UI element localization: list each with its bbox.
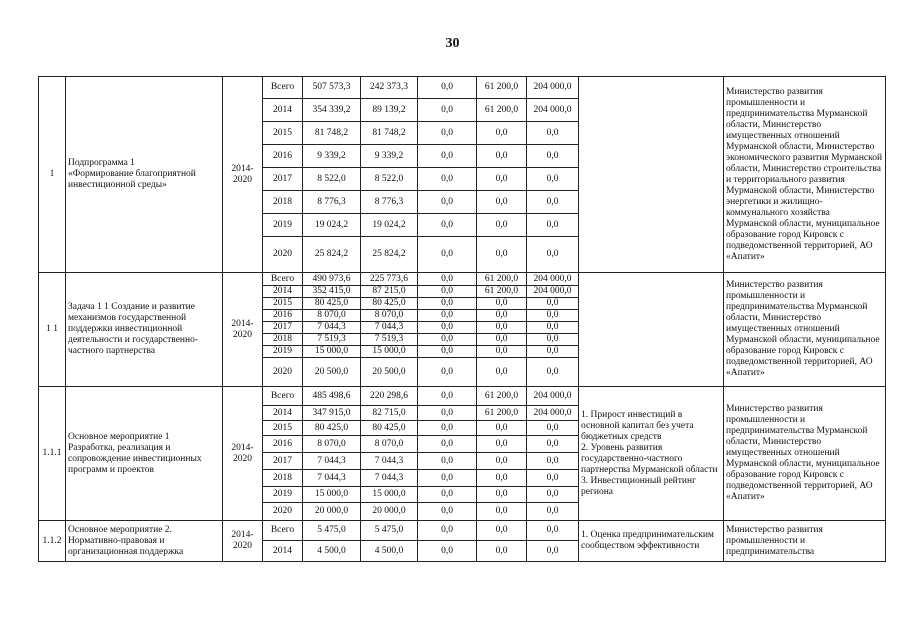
- regional-budget-cell: 7 044,3: [361, 470, 418, 487]
- federal-budget-cell: 0,0: [418, 334, 477, 346]
- year-cell: 2020: [263, 358, 303, 387]
- total-cell: 15 000,0: [303, 346, 361, 358]
- local-budget-cell: 0,0: [477, 358, 527, 387]
- row-number-cell: 1 1: [39, 273, 66, 387]
- federal-budget-cell: 0,0: [418, 77, 477, 99]
- year-cell: 2018: [263, 470, 303, 487]
- year-cell: 2019: [263, 346, 303, 358]
- period-cell: 2014- 2020: [223, 273, 263, 387]
- regional-budget-cell: 15 000,0: [361, 487, 418, 503]
- year-cell: 2015: [263, 298, 303, 310]
- regional-budget-cell: 8 070,0: [361, 436, 418, 453]
- extra-budget-cell: 0,0: [527, 346, 579, 358]
- table-row: [39, 273, 886, 286]
- year-cell: 2014: [263, 406, 303, 421]
- extra-budget-cell: 0,0: [527, 214, 579, 237]
- extra-budget-cell: 204 000,0: [527, 286, 579, 298]
- local-budget-cell: 0,0: [477, 487, 527, 503]
- local-budget-cell: 0,0: [477, 298, 527, 310]
- extra-budget-cell: 0,0: [527, 237, 579, 273]
- local-budget-cell: 0,0: [477, 436, 527, 453]
- row-number-cell: 1.1.1: [39, 387, 66, 521]
- table-row: [39, 521, 886, 541]
- total-cell: 485 498,6: [303, 387, 361, 406]
- local-budget-cell: 0,0: [477, 521, 527, 541]
- year-cell: 2019: [263, 487, 303, 503]
- local-budget-cell: 0,0: [477, 346, 527, 358]
- regional-budget-cell: 80 425,0: [361, 421, 418, 436]
- regional-budget-cell: 80 425,0: [361, 298, 418, 310]
- indicators-cell: [579, 77, 724, 273]
- federal-budget-cell: 0,0: [418, 145, 477, 168]
- regional-budget-cell: 20 500,0: [361, 358, 418, 387]
- total-cell: 8 070,0: [303, 436, 361, 453]
- indicators-cell: 1. Оценка предпринимательским сообществом эффективности: [579, 521, 724, 562]
- local-budget-cell: 61 200,0: [477, 387, 527, 406]
- program-table: [38, 76, 886, 562]
- activity-name-cell: Подпрограмма 1 «Формирование благоприятной инвестиционной среды»: [66, 77, 223, 273]
- regional-budget-cell: 8 776,3: [361, 191, 418, 214]
- total-cell: 347 915,0: [303, 406, 361, 421]
- local-budget-cell: 0,0: [477, 310, 527, 322]
- regional-budget-cell: 7 519,3: [361, 334, 418, 346]
- period-cell: 2014- 2020: [223, 521, 263, 562]
- program-table-body: [39, 77, 886, 562]
- federal-budget-cell: 0,0: [418, 237, 477, 273]
- total-cell: 8 070,0: [303, 310, 361, 322]
- extra-budget-cell: 0,0: [527, 503, 579, 521]
- total-cell: 352 415,0: [303, 286, 361, 298]
- total-cell: 80 425,0: [303, 298, 361, 310]
- federal-budget-cell: 0,0: [418, 122, 477, 145]
- federal-budget-cell: 0,0: [418, 470, 477, 487]
- period-cell: 2014- 2020: [223, 387, 263, 521]
- federal-budget-cell: 0,0: [418, 421, 477, 436]
- activity-name-cell: Задача 1 1 Создание и развитие механизмов государственной поддержки инвестиционной деятельности и государственно-частного партнерства: [66, 273, 223, 387]
- extra-budget-cell: 0,0: [527, 436, 579, 453]
- regional-budget-cell: 5 475,0: [361, 521, 418, 541]
- year-cell: 2020: [263, 503, 303, 521]
- year-cell: 2014: [263, 99, 303, 122]
- local-budget-cell: 0,0: [477, 214, 527, 237]
- year-cell: 2017: [263, 168, 303, 191]
- total-cell: 20 000,0: [303, 503, 361, 521]
- federal-budget-cell: 0,0: [418, 99, 477, 122]
- total-cell: 25 824,2: [303, 237, 361, 273]
- extra-budget-cell: 0,0: [527, 334, 579, 346]
- local-budget-cell: 0,0: [477, 145, 527, 168]
- total-cell: 7 044,3: [303, 453, 361, 470]
- row-number-cell: 1.1.2: [39, 521, 66, 562]
- total-cell: 7 519,3: [303, 334, 361, 346]
- regional-budget-cell: 20 000,0: [361, 503, 418, 521]
- activity-name-cell: Основное мероприятие 1 Разработка, реализация и сопровождение инвестиционных программ и проектов: [66, 387, 223, 521]
- local-budget-cell: 0,0: [477, 122, 527, 145]
- federal-budget-cell: 0,0: [418, 406, 477, 421]
- regional-budget-cell: 225 773,6: [361, 273, 418, 286]
- federal-budget-cell: 0,0: [418, 191, 477, 214]
- year-cell: 2014: [263, 286, 303, 298]
- year-cell: 2014: [263, 541, 303, 562]
- table-row: [39, 387, 886, 406]
- total-cell: 507 573,3: [303, 77, 361, 99]
- year-cell: 2015: [263, 122, 303, 145]
- extra-budget-cell: 0,0: [527, 470, 579, 487]
- year-cell: 2016: [263, 310, 303, 322]
- federal-budget-cell: 0,0: [418, 541, 477, 562]
- total-cell: 4 500,0: [303, 541, 361, 562]
- extra-budget-cell: 0,0: [527, 310, 579, 322]
- total-cell: 20 500,0: [303, 358, 361, 387]
- extra-budget-cell: 0,0: [527, 322, 579, 334]
- extra-budget-cell: 204 000,0: [527, 77, 579, 99]
- local-budget-cell: 61 200,0: [477, 99, 527, 122]
- local-budget-cell: 0,0: [477, 237, 527, 273]
- total-cell: 8 776,3: [303, 191, 361, 214]
- regional-budget-cell: 9 339,2: [361, 145, 418, 168]
- local-budget-cell: 0,0: [477, 322, 527, 334]
- year-cell: Всего: [263, 387, 303, 406]
- federal-budget-cell: 0,0: [418, 214, 477, 237]
- extra-budget-cell: 0,0: [527, 453, 579, 470]
- extra-budget-cell: 204 000,0: [527, 387, 579, 406]
- federal-budget-cell: 0,0: [418, 273, 477, 286]
- year-cell: 2017: [263, 322, 303, 334]
- total-cell: 81 748,2: [303, 122, 361, 145]
- executors-cell: Министерство развития промышленности и предпринимательства Мурманской области, Министерство имущественных отношений Мурманской области, муниципальное образование город Кировск с подведомственной территорией, АО «Апатит»: [724, 273, 886, 387]
- extra-budget-cell: 204 000,0: [527, 99, 579, 122]
- year-cell: Всего: [263, 273, 303, 286]
- total-cell: 354 339,2: [303, 99, 361, 122]
- regional-budget-cell: 7 044,3: [361, 453, 418, 470]
- year-cell: 2020: [263, 237, 303, 273]
- extra-budget-cell: 204 000,0: [527, 406, 579, 421]
- indicators-cell: [579, 273, 724, 387]
- local-budget-cell: 0,0: [477, 453, 527, 470]
- total-cell: 80 425,0: [303, 421, 361, 436]
- local-budget-cell: 61 200,0: [477, 406, 527, 421]
- regional-budget-cell: 4 500,0: [361, 541, 418, 562]
- total-cell: 15 000,0: [303, 487, 361, 503]
- regional-budget-cell: 89 139,2: [361, 99, 418, 122]
- year-cell: 2018: [263, 334, 303, 346]
- total-cell: 19 024,2: [303, 214, 361, 237]
- local-budget-cell: 0,0: [477, 191, 527, 214]
- extra-budget-cell: 0,0: [527, 358, 579, 387]
- local-budget-cell: 61 200,0: [477, 286, 527, 298]
- regional-budget-cell: 19 024,2: [361, 214, 418, 237]
- local-budget-cell: 61 200,0: [477, 273, 527, 286]
- year-cell: 2017: [263, 453, 303, 470]
- federal-budget-cell: 0,0: [418, 168, 477, 191]
- local-budget-cell: 0,0: [477, 334, 527, 346]
- local-budget-cell: 0,0: [477, 421, 527, 436]
- period-cell: 2014- 2020: [223, 77, 263, 273]
- table-row: [39, 77, 886, 99]
- year-cell: Всего: [263, 521, 303, 541]
- local-budget-cell: 0,0: [477, 470, 527, 487]
- regional-budget-cell: 8 522,0: [361, 168, 418, 191]
- total-cell: 9 339,2: [303, 145, 361, 168]
- row-number-cell: 1: [39, 77, 66, 273]
- extra-budget-cell: 0,0: [527, 541, 579, 562]
- extra-budget-cell: 0,0: [527, 168, 579, 191]
- extra-budget-cell: 0,0: [527, 487, 579, 503]
- year-cell: 2018: [263, 191, 303, 214]
- extra-budget-cell: 0,0: [527, 421, 579, 436]
- local-budget-cell: 0,0: [477, 168, 527, 191]
- regional-budget-cell: 25 824,2: [361, 237, 418, 273]
- indicators-cell: 1. Прирост инвестиций в основной капитал без учета бюджетных средств 2. Уровень развития государственно-частного партнерства Мурманской области 3. Инвестиционный рейтинг региона: [579, 387, 724, 521]
- year-cell: 2016: [263, 436, 303, 453]
- federal-budget-cell: 0,0: [418, 487, 477, 503]
- year-cell: 2016: [263, 145, 303, 168]
- year-cell: 2019: [263, 214, 303, 237]
- executors-cell: Министерство развития промышленности и предпринимательства Мурманской области, Министерство имущественных отношений Мурманской области, Министерство экономического развития Мурманской области, Министерство строительства и территориального развития Мурманской области, Министерство энергетики и жилищно-коммунального хозяйства Мурманской области, муниципальное образование город Кировск с подведомственной территорией, АО «Апатит»: [724, 77, 886, 273]
- regional-budget-cell: 242 373,3: [361, 77, 418, 99]
- total-cell: 490 973,6: [303, 273, 361, 286]
- executors-cell: Министерство развития промышленности и предпринимательства: [724, 521, 886, 562]
- activity-name-cell: Основное мероприятие 2. Нормативно-правовая и организационная поддержка: [66, 521, 223, 562]
- federal-budget-cell: 0,0: [418, 436, 477, 453]
- regional-budget-cell: 82 715,0: [361, 406, 418, 421]
- extra-budget-cell: 0,0: [527, 191, 579, 214]
- regional-budget-cell: 8 070,0: [361, 310, 418, 322]
- local-budget-cell: 61 200,0: [477, 77, 527, 99]
- regional-budget-cell: 15 000,0: [361, 346, 418, 358]
- federal-budget-cell: 0,0: [418, 387, 477, 406]
- year-cell: Всего: [263, 77, 303, 99]
- regional-budget-cell: 220 298,6: [361, 387, 418, 406]
- extra-budget-cell: 0,0: [527, 298, 579, 310]
- regional-budget-cell: 7 044,3: [361, 322, 418, 334]
- federal-budget-cell: 0,0: [418, 310, 477, 322]
- total-cell: 5 475,0: [303, 521, 361, 541]
- regional-budget-cell: 87 215,0: [361, 286, 418, 298]
- extra-budget-cell: 204 000,0: [527, 273, 579, 286]
- local-budget-cell: 0,0: [477, 503, 527, 521]
- local-budget-cell: 0,0: [477, 541, 527, 562]
- federal-budget-cell: 0,0: [418, 298, 477, 310]
- executors-cell: Министерство развития промышленности и предпринимательства Мурманской области, Министерство имущественных отношений Мурманской области, муниципальное образование город Кировск с подведомственной территорией, АО «Апатит»: [724, 387, 886, 521]
- federal-budget-cell: 0,0: [418, 322, 477, 334]
- total-cell: 8 522,0: [303, 168, 361, 191]
- federal-budget-cell: 0,0: [418, 503, 477, 521]
- page-number: 30: [445, 36, 460, 51]
- federal-budget-cell: 0,0: [418, 521, 477, 541]
- federal-budget-cell: 0,0: [418, 358, 477, 387]
- total-cell: 7 044,3: [303, 470, 361, 487]
- year-cell: 2015: [263, 421, 303, 436]
- total-cell: 7 044,3: [303, 322, 361, 334]
- federal-budget-cell: 0,0: [418, 453, 477, 470]
- extra-budget-cell: 0,0: [527, 122, 579, 145]
- federal-budget-cell: 0,0: [418, 346, 477, 358]
- regional-budget-cell: 81 748,2: [361, 122, 418, 145]
- extra-budget-cell: 0,0: [527, 521, 579, 541]
- federal-budget-cell: 0,0: [418, 286, 477, 298]
- extra-budget-cell: 0,0: [527, 145, 579, 168]
